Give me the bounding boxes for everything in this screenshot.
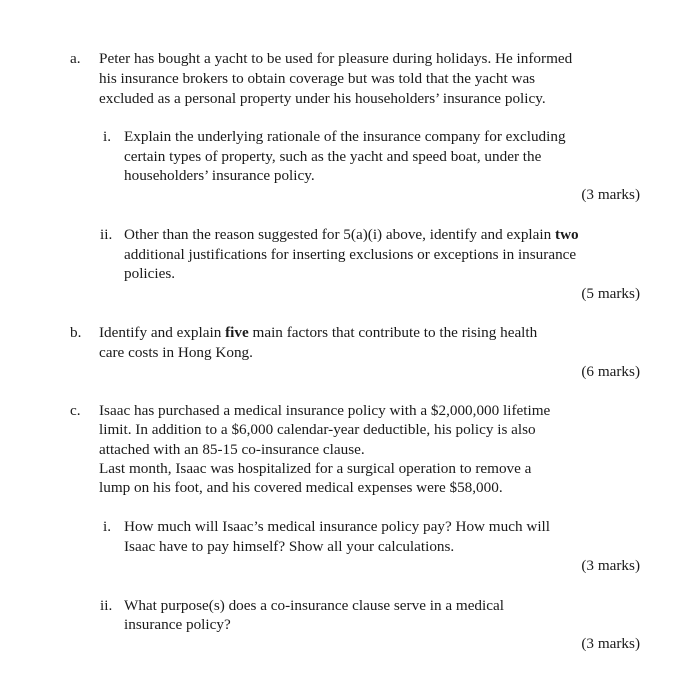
marks-label: (3 marks) xyxy=(581,635,640,652)
emphasis-text: five xyxy=(225,324,249,341)
question-text-line: policies. xyxy=(124,265,176,282)
question-text-segment: Other than the reason suggested for 5(a)(i) above, identify and explain xyxy=(124,226,556,243)
question-label: c. xyxy=(70,402,81,419)
question-text-line: householders’ insurance policy. xyxy=(124,167,315,184)
question-text-line: Last month, Isaac was hospitalized for a surgical operation to remove a xyxy=(99,460,532,477)
subquestion-label: i. xyxy=(103,518,112,535)
question-text-line: Isaac has purchased a medical insurance policy with a $2,000,000 lifetime xyxy=(99,402,551,419)
question-text-line xyxy=(99,323,537,343)
question-text-line: care costs in Hong Kong. xyxy=(99,344,253,361)
question-text-line: limit. In addition to a $6,000 calendar-year deductible, his policy is also xyxy=(99,421,536,438)
question-text-line: additional justifications for inserting exclusions or exceptions in insurance xyxy=(124,246,577,263)
question-text-segment: main factors that contribute to the rising health xyxy=(248,324,538,341)
marks-label: (5 marks) xyxy=(581,285,640,302)
marks-label: (3 marks) xyxy=(581,186,640,203)
question-text-line: his insurance brokers to obtain coverage but was told that the yacht was xyxy=(99,70,536,87)
question-text-segment: Identify and explain xyxy=(99,324,226,341)
subquestion-label: ii. xyxy=(100,226,113,243)
question-text-line: lump on his foot, and his covered medical expenses were $58,000. xyxy=(99,479,503,496)
marks-label: (6 marks) xyxy=(581,363,640,380)
subquestion-label: ii. xyxy=(100,597,113,614)
question-text-line: What purpose(s) does a co-insurance clause serve in a medical xyxy=(124,597,504,614)
question-text-line: How much will Isaac’s medical insurance policy pay? How much will xyxy=(124,518,550,535)
question-text-line: Explain the underlying rationale of the insurance company for excluding xyxy=(124,128,566,145)
marks-label: (3 marks) xyxy=(581,557,640,574)
question-text-line: insurance policy? xyxy=(124,616,231,633)
question-text-line: excluded as a personal property under his householders’ insurance policy. xyxy=(99,90,546,107)
question-text-line: Peter has bought a yacht to be used for pleasure during holidays. He informed xyxy=(99,50,573,67)
emphasis-text: two xyxy=(555,226,579,243)
question-text-line: Isaac have to pay himself? Show all your calculations. xyxy=(124,538,455,555)
question-label: b. xyxy=(70,324,82,341)
question-text-line: attached with an 85-15 co-insurance clause. xyxy=(99,441,365,458)
question-text-line xyxy=(124,225,579,245)
question-text-line: certain types of property, such as the yacht and speed boat, under the xyxy=(124,148,542,165)
subquestion-label: i. xyxy=(103,128,112,145)
question-label: a. xyxy=(70,50,81,67)
